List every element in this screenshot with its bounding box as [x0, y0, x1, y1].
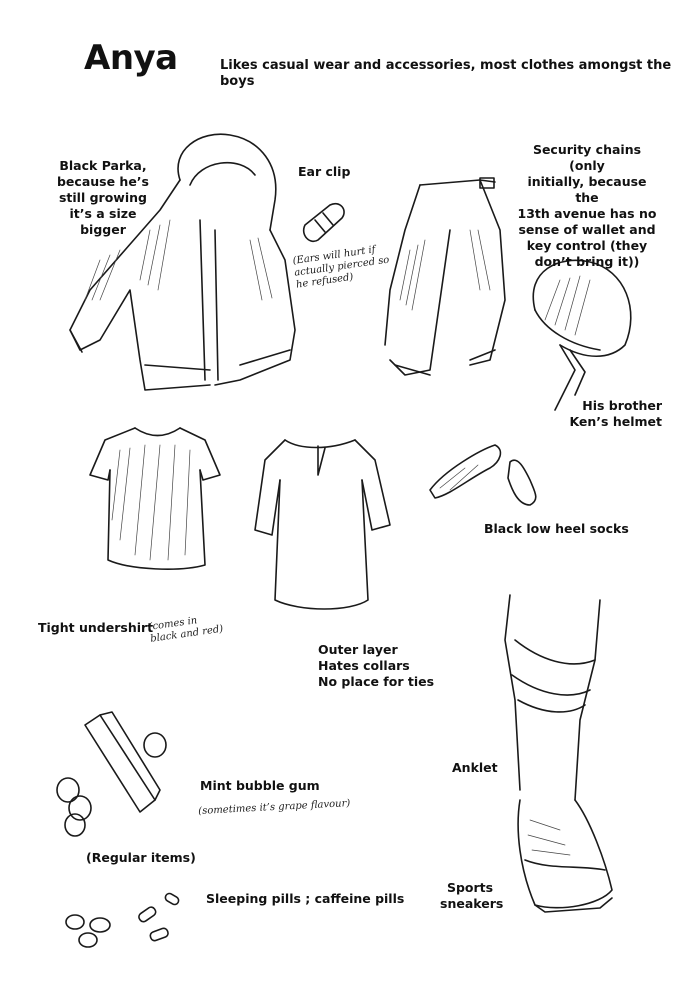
outer-layer-label: Outer layer Hates collars No place for ties — [318, 642, 435, 689]
leg-drawing — [505, 595, 612, 912]
pills-drawing — [66, 892, 180, 947]
pants-drawing — [385, 178, 505, 375]
socks-drawing — [430, 445, 536, 505]
anklet-label: Anklet — [452, 760, 498, 775]
gum-note: (sometimes it’s grape flavour) — [198, 798, 351, 817]
ear-clip-drawing — [304, 204, 344, 242]
helmet-label: His brother Ken’s helmet — [569, 398, 662, 429]
ear-clip-label: Ear clip — [298, 164, 351, 179]
undershirt-drawing — [90, 428, 220, 569]
pills-label: Sleeping pills ; caffeine pills — [206, 891, 405, 906]
ear-clip-note: (Ears will hurt if actually pierced so he refused) — [292, 244, 391, 291]
sneakers-label: Sports sneakers — [440, 880, 504, 911]
character-description: Likes casual wear and accessories, most clothes amongst the boys — [220, 58, 672, 89]
gum-drawing — [57, 712, 166, 836]
helmet-drawing — [533, 260, 631, 410]
outer-shirt-drawing — [255, 440, 390, 609]
undershirt-label: Tight undershirt — [38, 620, 154, 635]
undershirt-note: (comes in black and red) — [148, 615, 224, 645]
security-chains-label: Security chains (only initially, because the 13th avenue has no sense of wallet and key control (they don’t bring it)) — [517, 142, 657, 269]
regular-items-label: (Regular items) — [86, 850, 196, 865]
character-name: Anya — [84, 38, 178, 78]
parka-label: Black Parka, because he’s still growing it’s a size bigger — [56, 158, 149, 237]
gum-label: Mint bubble gum — [200, 778, 320, 793]
socks-label: Black low heel socks — [484, 521, 629, 536]
